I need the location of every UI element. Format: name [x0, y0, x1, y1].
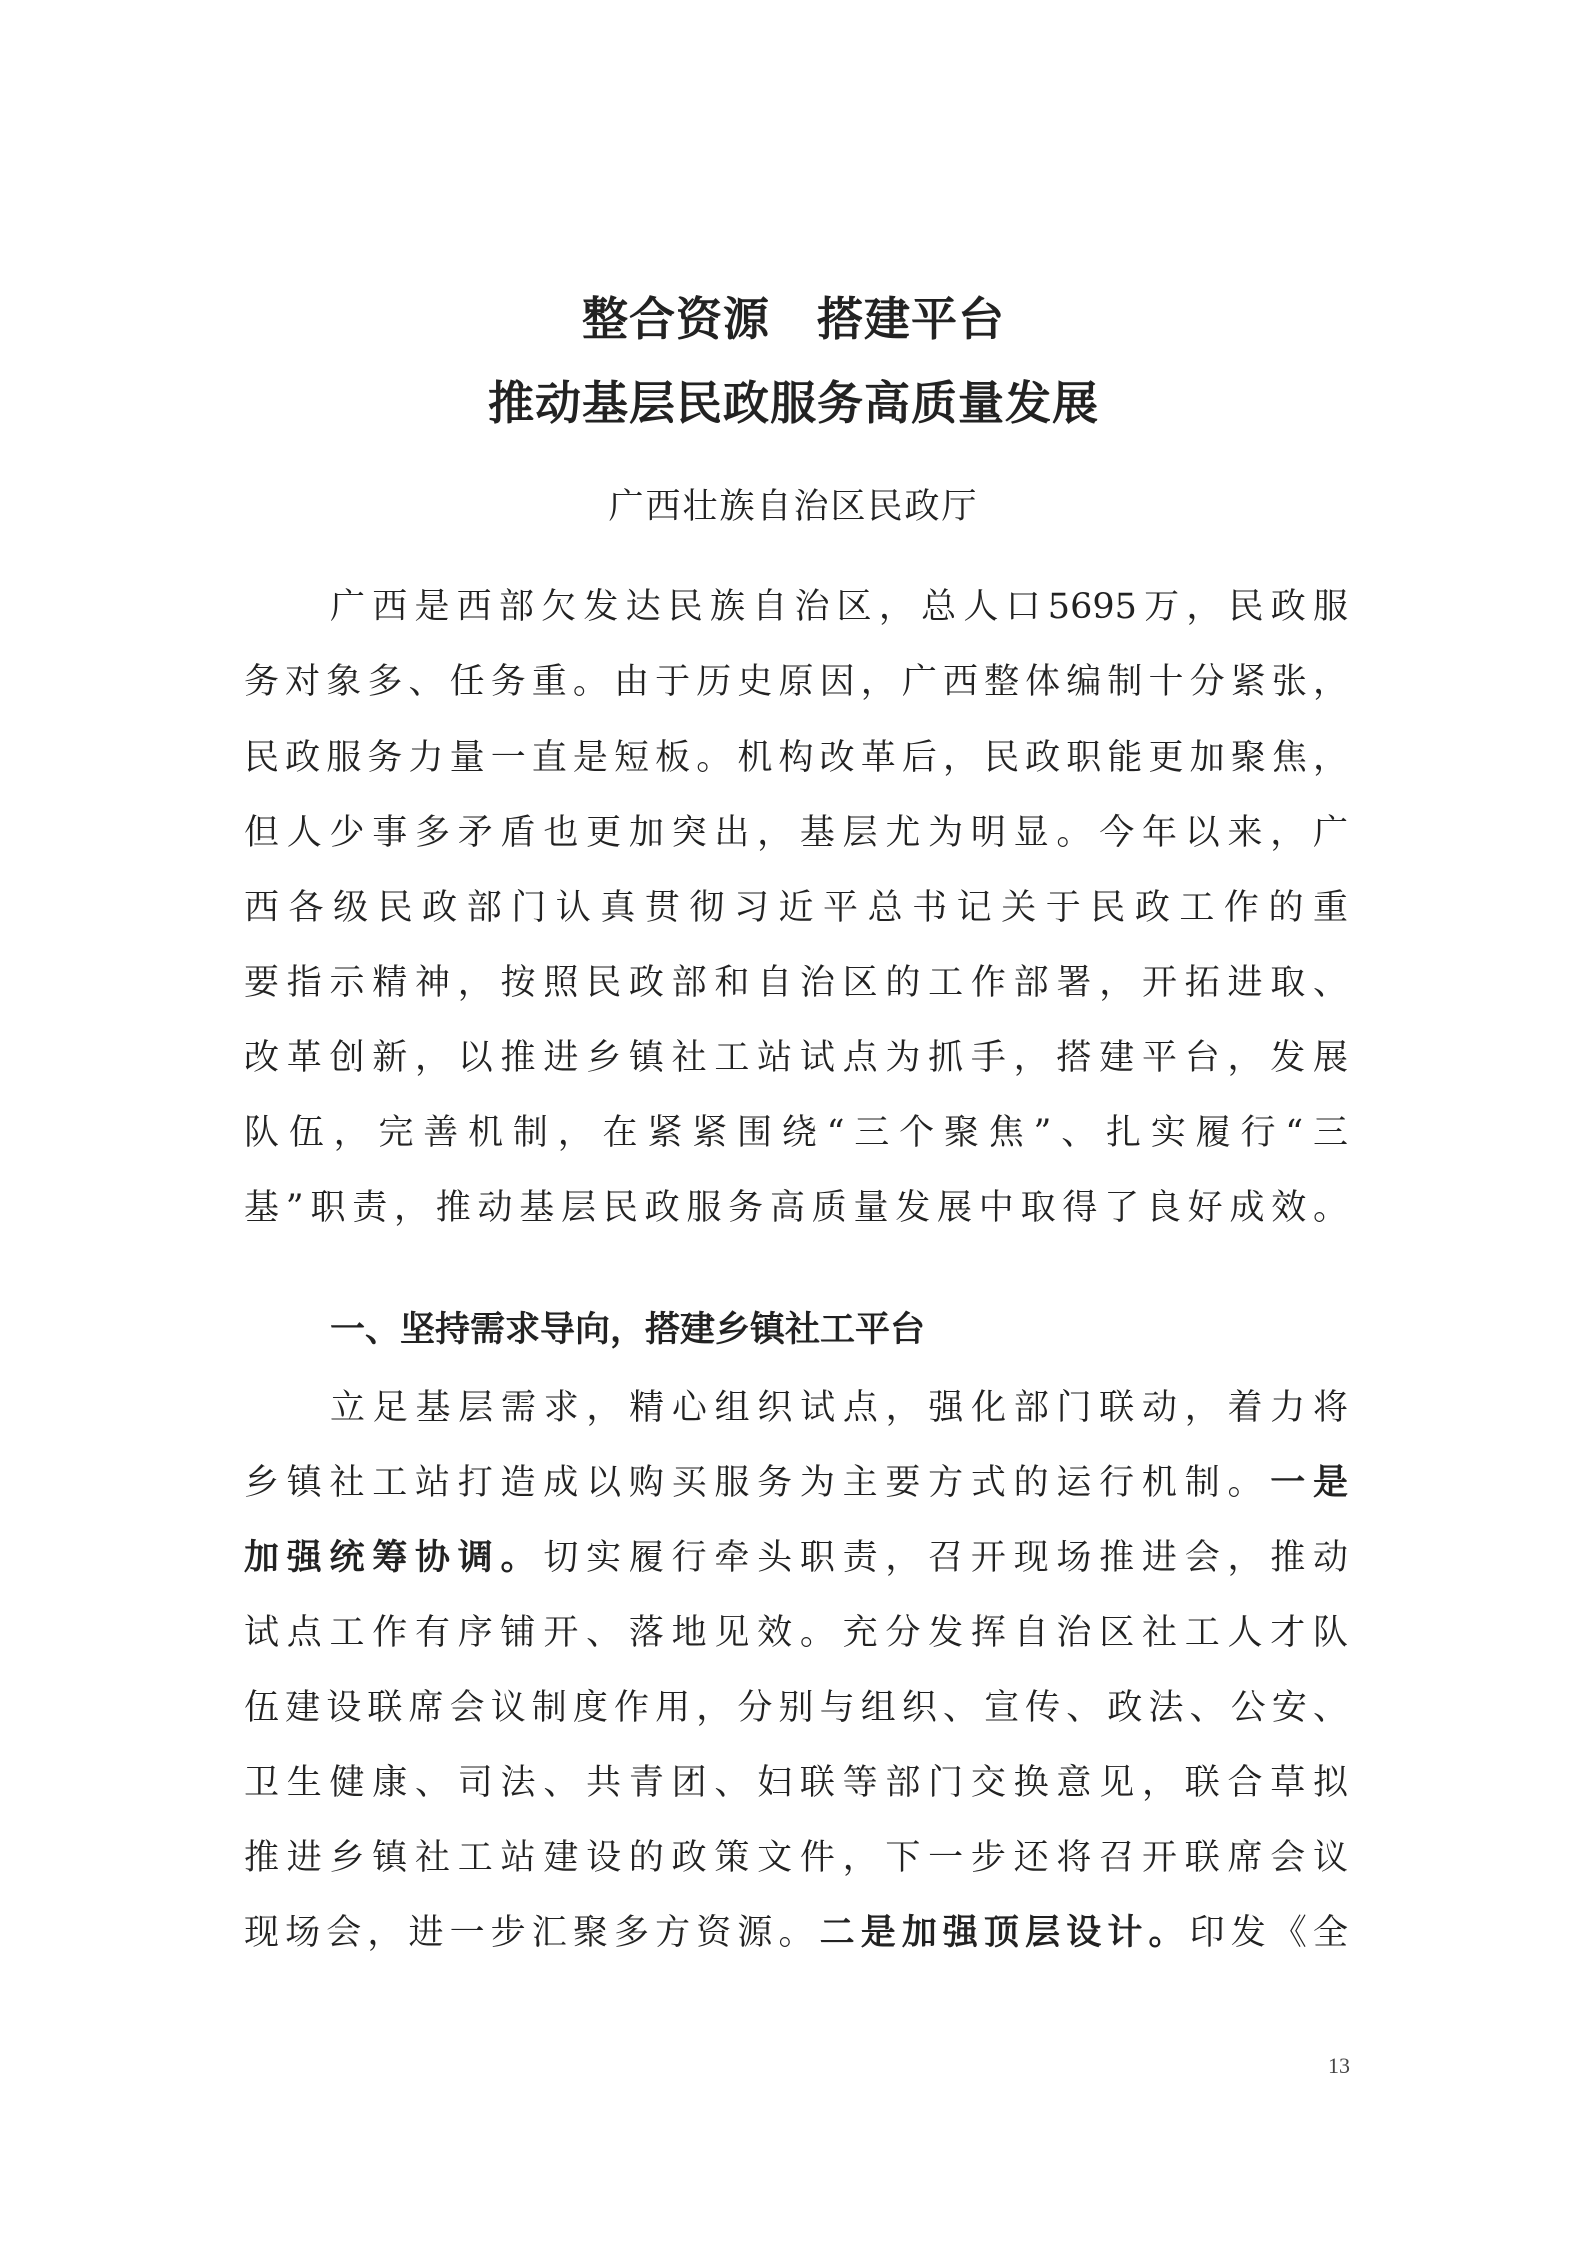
author: 广西壮族自治区民政厅 — [608, 487, 979, 527]
section-line-7: 推进乡镇社工站建设的政策文件，下一步还将召开联席会议 — [244, 1838, 1348, 1878]
intro-line-3: 民政服务力量一直是短板。机构改革后，民政职能更加聚焦， — [244, 738, 1348, 778]
section-line-2-text: 乡镇社工站打造成以购买服务为主要方式的运行机制。 — [244, 1463, 1271, 1503]
section-line-2 — [244, 1458, 1348, 1508]
page-number: 13 — [1328, 2053, 1350, 2078]
section-line-8-text-1: 现场会，进一步汇聚多方资源。 — [244, 1913, 820, 1953]
section-line-3-bold: 加强统筹协调。 — [244, 1538, 544, 1578]
intro-line-7: 改革创新，以推进乡镇社工站试点为抓手，搭建平台，发展 — [244, 1038, 1348, 1078]
intro-line-5: 西各级民政部门认真贯彻习近平总书记关于民政工作的重 — [244, 888, 1348, 928]
section-line-8 — [244, 1908, 1348, 1958]
intro-line-9: 基”职责，推动基层民政服务高质量发展中取得了良好成效。 — [244, 1188, 1348, 1228]
section-line-8-text-2: 印发《全 — [1189, 1913, 1348, 1953]
document-title-line-1: 整合资源 搭建平台 — [582, 292, 1005, 346]
section-line-3-text: 切实履行牵头职责，召开现场推进会，推动 — [543, 1538, 1348, 1578]
section-line-8-bold: 二是加强顶层设计。 — [819, 1913, 1190, 1953]
intro-line-2: 务对象多、任务重。由于历史原因，广西整体编制十分紧张， — [244, 662, 1348, 702]
section-line-4: 试点工作有序铺开、落地见效。充分发挥自治区社工人才队 — [244, 1613, 1348, 1653]
document-title-line-2: 推动基层民政服务高质量发展 — [488, 376, 1099, 430]
intro-line-4: 但人少事多矛盾也更加突出，基层尤为明显。今年以来，广 — [244, 813, 1348, 853]
section-line-1: 立足基层需求，精心组织试点，强化部门联动，着力将 — [330, 1388, 1348, 1428]
section-line-2-bold: 一是 — [1270, 1463, 1348, 1503]
section-line-5: 伍建设联席会议制度作用，分别与组织、宣传、政法、公安、 — [244, 1688, 1348, 1728]
section-line-6: 卫生健康、司法、共青团、妇联等部门交换意见，联合草拟 — [244, 1763, 1348, 1803]
section-heading: 一、坚持需求导向，搭建乡镇社工平台 — [330, 1310, 926, 1350]
section-line-3 — [244, 1533, 1348, 1583]
intro-line-1: 广西是西部欠发达民族自治区，总人口5695万，民政服 — [330, 587, 1348, 627]
intro-line-8: 队伍，完善机制，在紧紧围绕“三个聚焦”、扎实履行“三 — [244, 1113, 1348, 1153]
intro-line-6: 要指示精神，按照民政部和自治区的工作部署，开拓进取、 — [244, 963, 1348, 1003]
